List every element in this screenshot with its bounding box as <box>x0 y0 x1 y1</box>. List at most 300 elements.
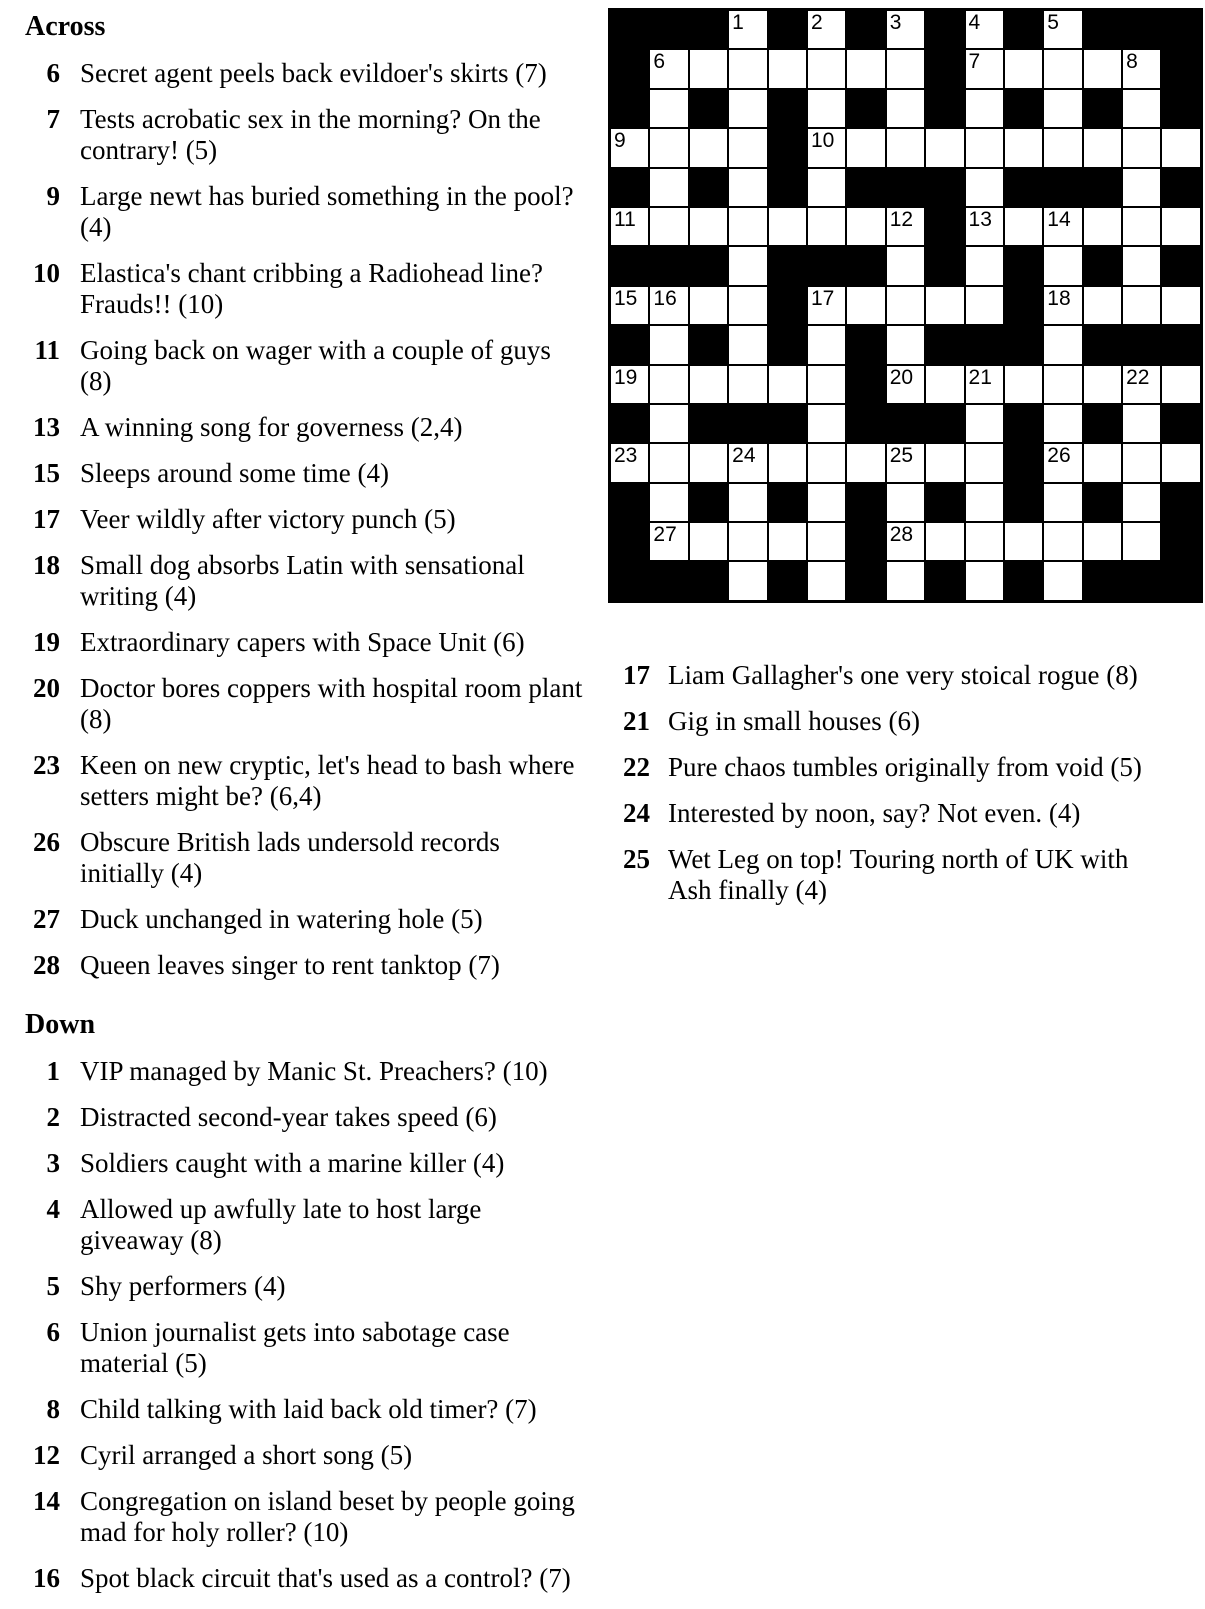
grid-white-cell[interactable] <box>729 326 766 363</box>
grid-white-cell[interactable] <box>887 287 924 324</box>
clue-24 <box>615 798 1171 829</box>
grid-block-cell <box>1084 562 1121 599</box>
clue-text: Obscure British lads undersold records initially (4) <box>80 827 500 888</box>
grid-block-cell <box>769 562 806 599</box>
grid-white-cell[interactable] <box>690 50 727 87</box>
grid-block-cell <box>1005 169 1042 206</box>
clue-number: 18 <box>33 550 60 580</box>
clue-14 <box>25 1486 587 1548</box>
grid-block-cell <box>1084 484 1121 521</box>
grid-white-cell[interactable] <box>966 169 1003 206</box>
grid-white-cell[interactable] <box>966 405 1003 442</box>
clue-text: Keen on new cryptic, let's head to bash where setters might be? (6,4) <box>80 750 575 811</box>
grid-block-cell <box>847 523 884 560</box>
grid-white-cell[interactable] <box>926 523 963 560</box>
grid-white-cell[interactable] <box>1123 50 1160 87</box>
cell-number: 3 <box>889 11 902 34</box>
grid-white-cell[interactable] <box>808 287 845 324</box>
grid-white-cell[interactable] <box>887 444 924 481</box>
grid-white-cell[interactable] <box>729 366 766 403</box>
cell-number: 28 <box>889 523 914 547</box>
grid-block-cell <box>1162 326 1199 363</box>
grid-white-cell[interactable] <box>1123 484 1160 521</box>
grid-block-cell <box>847 169 884 206</box>
grid-white-cell[interactable] <box>1044 484 1081 521</box>
grid-block-cell <box>1162 405 1199 442</box>
grid-block-cell <box>690 90 727 127</box>
clue-text: Interested by noon, say? Not even. (4) <box>668 798 1081 828</box>
grid-block-cell <box>611 50 648 87</box>
grid-white-cell[interactable] <box>729 169 766 206</box>
clue-text: Liam Gallagher's one very stoical rogue (8) <box>668 660 1138 690</box>
grid-white-cell[interactable] <box>966 444 1003 481</box>
clue-number: 5 <box>46 1271 60 1301</box>
grid-white-cell[interactable] <box>1123 90 1160 127</box>
grid-white-cell[interactable] <box>966 50 1003 87</box>
grid-white-cell[interactable] <box>611 366 648 403</box>
grid-white-cell[interactable] <box>1084 287 1121 324</box>
grid-block-cell <box>611 247 648 284</box>
clue-number: 23 <box>33 750 60 780</box>
clue-text: Child talking with laid back old timer? (7) <box>80 1394 537 1424</box>
grid-white-cell[interactable] <box>887 129 924 166</box>
grid-block-cell <box>808 247 845 284</box>
grid-block-cell <box>1123 562 1160 599</box>
grid-white-cell[interactable] <box>729 90 766 127</box>
grid-white-cell[interactable] <box>887 366 924 403</box>
grid-white-cell[interactable] <box>966 208 1003 245</box>
clue-2 <box>25 1102 587 1133</box>
grid-block-cell <box>926 247 963 284</box>
clue-number: 27 <box>33 904 60 934</box>
grid-block-cell <box>926 484 963 521</box>
cell-number: 4 <box>968 11 981 34</box>
clue-number: 1 <box>46 1056 60 1086</box>
grid-white-cell[interactable] <box>1084 50 1121 87</box>
grid-white-cell[interactable] <box>808 208 845 245</box>
cell-number: 27 <box>653 523 677 547</box>
clue-4 <box>25 1194 587 1256</box>
grid-white-cell[interactable] <box>690 366 727 403</box>
clue-26 <box>25 827 587 889</box>
grid-block-cell <box>926 90 963 127</box>
grid-block-cell <box>1084 247 1121 284</box>
grid-white-cell[interactable] <box>966 90 1003 127</box>
grid-white-cell[interactable] <box>1084 208 1121 245</box>
grid-block-cell <box>847 484 884 521</box>
grid-block-cell <box>611 169 648 206</box>
grid-white-cell[interactable] <box>769 366 806 403</box>
grid-block-cell <box>769 247 806 284</box>
grid-white-cell[interactable] <box>729 562 766 599</box>
grid-block-cell <box>650 11 687 48</box>
grid-block-cell <box>1162 169 1199 206</box>
clue-number: 26 <box>33 827 60 857</box>
clue-16 <box>25 1563 587 1594</box>
grid-block-cell <box>926 50 963 87</box>
grid-white-cell[interactable] <box>650 208 687 245</box>
cell-number: 6 <box>653 50 666 74</box>
grid-white-cell[interactable] <box>650 326 687 363</box>
grid-white-cell[interactable] <box>1005 523 1042 560</box>
clue-text: Pure chaos tumbles originally from void (5) <box>668 752 1142 782</box>
clue-text: Veer wildly after victory punch (5) <box>80 504 456 534</box>
grid-white-cell[interactable] <box>808 562 845 599</box>
grid-white-cell[interactable] <box>769 208 806 245</box>
clue-number: 7 <box>46 104 60 134</box>
grid-white-cell[interactable] <box>1044 523 1081 560</box>
clue-text: Union journalist gets into sabotage case material (5) <box>80 1317 510 1378</box>
grid-white-cell[interactable] <box>1005 129 1042 166</box>
grid-white-cell[interactable] <box>690 444 727 481</box>
grid-block-cell <box>926 169 963 206</box>
grid-white-cell[interactable] <box>1123 405 1160 442</box>
clue-1 <box>25 1056 587 1087</box>
grid-block-cell <box>926 208 963 245</box>
clue-text: Allowed up awfully late to host large giveaway (8) <box>80 1194 482 1255</box>
clue-text: Distracted second-year takes speed (6) <box>80 1102 497 1132</box>
grid-block-cell <box>847 247 884 284</box>
clue-text: Doctor bores coppers with hospital room plant (8) <box>80 673 583 734</box>
grid-white-cell[interactable] <box>966 562 1003 599</box>
grid-white-cell[interactable] <box>887 90 924 127</box>
clue-21 <box>615 706 1171 737</box>
down-clue-list-left <box>25 1056 587 1594</box>
grid-white-cell[interactable] <box>650 50 687 87</box>
cell-number: 23 <box>614 444 638 468</box>
grid-white-cell[interactable] <box>887 50 924 87</box>
grid-block-cell <box>1123 11 1160 48</box>
grid-white-cell[interactable] <box>729 208 766 245</box>
clue-number: 19 <box>33 627 60 657</box>
grid-block-cell <box>1084 90 1121 127</box>
grid-white-cell[interactable] <box>1123 444 1160 481</box>
clue-text: Going back on wager with a couple of guys (8) <box>80 335 551 396</box>
grid-block-cell <box>926 11 963 48</box>
grid-white-cell[interactable] <box>926 444 963 481</box>
grid-white-cell[interactable] <box>1005 50 1042 87</box>
clue-text: Extraordinary capers with Space Unit (6) <box>80 627 525 657</box>
clue-text: Duck unchanged in watering hole (5) <box>80 904 483 934</box>
grid-block-cell <box>729 405 766 442</box>
cell-number: 14 <box>1047 207 1071 231</box>
grid-block-cell <box>690 247 727 284</box>
grid-white-cell[interactable] <box>611 129 648 166</box>
grid-block-cell <box>1005 90 1042 127</box>
clue-number: 21 <box>623 706 650 736</box>
grid-block-cell <box>1123 326 1160 363</box>
grid-white-cell[interactable] <box>808 405 845 442</box>
clue-number: 28 <box>33 950 60 980</box>
grid-white-cell[interactable] <box>1044 444 1081 481</box>
grid-white-cell[interactable] <box>1084 444 1121 481</box>
grid-block-cell <box>611 484 648 521</box>
clue-text: Gig in small houses (6) <box>668 706 920 736</box>
grid-block-cell <box>769 11 806 48</box>
grid-white-cell[interactable] <box>1044 90 1081 127</box>
grid-white-cell[interactable] <box>887 11 924 48</box>
grid-block-cell <box>690 11 727 48</box>
clue-8 <box>25 1394 587 1425</box>
down-heading: Down <box>25 1009 96 1040</box>
clue-6 <box>25 58 587 89</box>
grid-white-cell[interactable] <box>729 484 766 521</box>
grid-white-cell[interactable] <box>808 169 845 206</box>
grid-white-cell[interactable] <box>926 287 963 324</box>
clue-number: 10 <box>33 258 60 288</box>
grid-block-cell <box>1162 562 1199 599</box>
grid-block-cell <box>650 247 687 284</box>
grid-white-cell[interactable] <box>1044 50 1081 87</box>
clue-number: 2 <box>46 1102 60 1132</box>
clue-number: 17 <box>33 504 60 534</box>
grid-block-cell <box>1162 523 1199 560</box>
grid-white-cell[interactable] <box>1162 287 1199 324</box>
grid-white-cell[interactable] <box>650 366 687 403</box>
grid-block-cell <box>1005 444 1042 481</box>
grid-white-cell[interactable] <box>1123 208 1160 245</box>
grid-block-cell <box>847 366 884 403</box>
clue-27 <box>25 904 587 935</box>
grid-block-cell <box>1162 247 1199 284</box>
grid-white-cell[interactable] <box>1044 366 1081 403</box>
down-clue-list-right <box>615 660 1171 921</box>
grid-white-cell[interactable] <box>966 287 1003 324</box>
grid-block-cell <box>769 326 806 363</box>
grid-white-cell[interactable] <box>1084 129 1121 166</box>
grid-white-cell[interactable] <box>1044 11 1081 48</box>
cell-number: 11 <box>614 207 636 231</box>
clue-number: 9 <box>46 181 60 211</box>
grid-white-cell[interactable] <box>729 247 766 284</box>
grid-block-cell <box>1162 50 1199 87</box>
clue-number: 22 <box>623 752 650 782</box>
grid-white-cell[interactable] <box>966 366 1003 403</box>
grid-white-cell[interactable] <box>887 523 924 560</box>
grid-white-cell[interactable] <box>1084 523 1121 560</box>
grid-block-cell <box>611 11 648 48</box>
grid-white-cell[interactable] <box>650 523 687 560</box>
cell-number: 7 <box>968 50 981 74</box>
clue-number: 4 <box>46 1194 60 1224</box>
clue-13 <box>25 412 587 443</box>
grid-white-cell[interactable] <box>1044 562 1081 599</box>
clue-3 <box>25 1148 587 1179</box>
grid-white-cell[interactable] <box>887 484 924 521</box>
grid-white-cell[interactable] <box>1084 366 1121 403</box>
grid-block-cell <box>1084 405 1121 442</box>
grid-white-cell[interactable] <box>1044 129 1081 166</box>
clue-6 <box>25 1317 587 1379</box>
grid-block-cell <box>1005 11 1042 48</box>
grid-white-cell[interactable] <box>808 129 845 166</box>
grid-white-cell[interactable] <box>690 129 727 166</box>
grid-block-cell <box>1162 484 1199 521</box>
cell-number: 10 <box>810 129 835 153</box>
clue-number: 20 <box>33 673 60 703</box>
clue-number: 13 <box>33 412 60 442</box>
grid-block-cell <box>690 169 727 206</box>
clue-19 <box>25 627 587 658</box>
grid-white-cell[interactable] <box>1123 247 1160 284</box>
clue-10 <box>25 258 587 320</box>
grid-white-cell[interactable] <box>650 169 687 206</box>
clue-25 <box>615 844 1171 906</box>
grid-white-cell[interactable] <box>611 444 648 481</box>
grid-white-cell[interactable] <box>1044 326 1081 363</box>
grid-white-cell[interactable] <box>690 287 727 324</box>
clue-18 <box>25 550 587 612</box>
cell-number: 18 <box>1047 286 1071 310</box>
grid-white-cell[interactable] <box>808 523 845 560</box>
grid-white-cell[interactable] <box>1123 366 1160 403</box>
clue-number: 16 <box>33 1563 60 1593</box>
clue-text: Wet Leg on top! Touring north of UK with Ash finally (4) <box>668 844 1129 905</box>
grid-white-cell[interactable] <box>769 50 806 87</box>
grid-block-cell <box>847 405 884 442</box>
clue-20 <box>25 673 587 735</box>
grid-white-cell[interactable] <box>729 444 766 481</box>
grid-white-cell[interactable] <box>1123 523 1160 560</box>
grid-white-cell[interactable] <box>1123 287 1160 324</box>
grid-block-cell <box>1044 169 1081 206</box>
grid-white-cell[interactable] <box>1162 208 1199 245</box>
clue-text: Cyril arranged a short song (5) <box>80 1440 413 1470</box>
grid-white-cell[interactable] <box>966 247 1003 284</box>
clue-23 <box>25 750 587 812</box>
grid-block-cell <box>611 405 648 442</box>
grid-white-cell[interactable] <box>966 129 1003 166</box>
grid-block-cell <box>650 562 687 599</box>
grid-white-cell[interactable] <box>769 444 806 481</box>
cell-number: 16 <box>653 286 677 310</box>
grid-white-cell[interactable] <box>1162 444 1199 481</box>
grid-block-cell <box>847 326 884 363</box>
grid-white-cell[interactable] <box>847 287 884 324</box>
cell-number: 2 <box>810 11 823 34</box>
grid-block-cell <box>1084 169 1121 206</box>
grid-white-cell[interactable] <box>650 287 687 324</box>
grid-white-cell[interactable] <box>926 366 963 403</box>
grid-block-cell <box>847 562 884 599</box>
grid-white-cell[interactable] <box>926 129 963 166</box>
clue-28 <box>25 950 587 981</box>
grid-block-cell <box>1005 326 1042 363</box>
clue-number: 12 <box>33 1440 60 1470</box>
grid-white-cell[interactable] <box>808 326 845 363</box>
grid-white-cell[interactable] <box>847 208 884 245</box>
grid-white-cell[interactable] <box>729 11 766 48</box>
clue-number: 6 <box>46 1317 60 1347</box>
grid-white-cell[interactable] <box>808 11 845 48</box>
grid-white-cell[interactable] <box>1162 129 1199 166</box>
grid-white-cell[interactable] <box>1044 247 1081 284</box>
cell-number: 21 <box>968 365 992 389</box>
cell-number: 13 <box>968 207 992 231</box>
grid-block-cell <box>1005 484 1042 521</box>
clue-text: Elastica's chant cribbing a Radiohead line? Frauds!! (10) <box>80 258 543 319</box>
grid-white-cell[interactable] <box>1044 208 1081 245</box>
grid-white-cell[interactable] <box>887 326 924 363</box>
clue-17 <box>615 660 1171 691</box>
grid-white-cell[interactable] <box>1005 208 1042 245</box>
grid-white-cell[interactable] <box>1162 366 1199 403</box>
clue-number: 3 <box>46 1148 60 1178</box>
cell-number: 5 <box>1047 11 1059 34</box>
grid-white-cell[interactable] <box>729 287 766 324</box>
grid-white-cell[interactable] <box>808 484 845 521</box>
clue-number: 15 <box>33 458 60 488</box>
cell-number: 9 <box>614 129 626 153</box>
grid-white-cell[interactable] <box>847 444 884 481</box>
grid-block-cell <box>926 405 963 442</box>
clue-number: 6 <box>46 58 60 88</box>
clue-5 <box>25 1271 587 1302</box>
grid-white-cell[interactable] <box>808 444 845 481</box>
clue-number: 11 <box>34 335 60 365</box>
clue-22 <box>615 752 1171 783</box>
grid-white-cell[interactable] <box>966 11 1003 48</box>
grid-block-cell <box>769 405 806 442</box>
grid-block-cell <box>847 90 884 127</box>
grid-white-cell[interactable] <box>1044 405 1081 442</box>
grid-white-cell[interactable] <box>887 247 924 284</box>
clue-text: Spot black circuit that's used as a control? (7) <box>80 1563 571 1593</box>
cell-number: 26 <box>1047 444 1071 468</box>
grid-white-cell[interactable] <box>1123 169 1160 206</box>
grid-white-cell[interactable] <box>650 444 687 481</box>
clue-number: 8 <box>46 1394 60 1424</box>
clue-text: Secret agent peels back evildoer's skirts (7) <box>80 58 547 88</box>
clue-number: 14 <box>33 1486 60 1516</box>
grid-white-cell[interactable] <box>1044 287 1081 324</box>
grid-white-cell[interactable] <box>650 405 687 442</box>
grid-block-cell <box>690 484 727 521</box>
grid-white-cell[interactable] <box>808 366 845 403</box>
grid-white-cell[interactable] <box>650 129 687 166</box>
grid-white-cell[interactable] <box>690 523 727 560</box>
grid-block-cell <box>966 326 1003 363</box>
cell-number: 8 <box>1126 50 1138 74</box>
grid-white-cell[interactable] <box>650 484 687 521</box>
grid-white-cell[interactable] <box>966 484 1003 521</box>
grid-white-cell[interactable] <box>769 523 806 560</box>
grid-white-cell[interactable] <box>966 523 1003 560</box>
clue-number: 25 <box>623 844 650 874</box>
grid-white-cell[interactable] <box>847 129 884 166</box>
across-heading: Across <box>25 11 106 42</box>
grid-white-cell[interactable] <box>887 562 924 599</box>
grid-white-cell[interactable] <box>808 90 845 127</box>
grid-white-cell[interactable] <box>690 208 727 245</box>
grid-white-cell[interactable] <box>729 523 766 560</box>
grid-white-cell[interactable] <box>887 208 924 245</box>
crossword-grid <box>608 8 1203 603</box>
grid-white-cell[interactable] <box>729 50 766 87</box>
grid-white-cell[interactable] <box>729 129 766 166</box>
grid-white-cell[interactable] <box>611 287 648 324</box>
clue-number: 17 <box>623 660 650 690</box>
grid-white-cell[interactable] <box>1005 366 1042 403</box>
grid-white-cell[interactable] <box>847 50 884 87</box>
left-column <box>25 10 587 1609</box>
grid-white-cell[interactable] <box>611 208 648 245</box>
clue-number: 24 <box>623 798 650 828</box>
grid-block-cell <box>1005 287 1042 324</box>
grid-white-cell[interactable] <box>1123 129 1160 166</box>
grid-white-cell[interactable] <box>650 90 687 127</box>
grid-white-cell[interactable] <box>808 50 845 87</box>
